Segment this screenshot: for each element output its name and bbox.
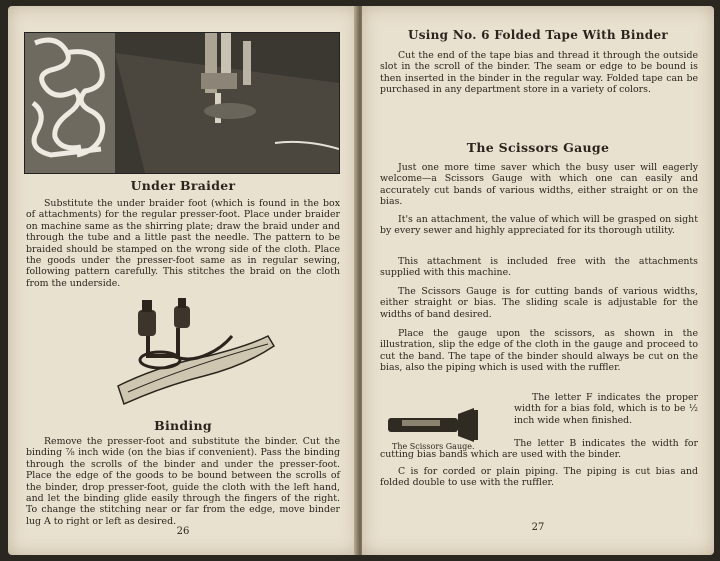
under-braider-title: Under Braider [130,178,236,193]
under-braider-text: Substitute the under braider foot (which is found in the box of attachments) for the regular presser-foot. Place under braider on machine same as the shirring plate; draw the braid under and through the tube and a little past the needle. The pattern to be braided should be stamped on the wrong side of the cloth. Place the goods under the presser-foot same as in regular sewing, following pattern carefully. This stitches the braid on the cloth from the underside. [26,198,340,289]
folded-tape-title: Using No. 6 Folded Tape With Binder [407,28,669,42]
left-page [8,6,358,555]
folded-tape-text: Cut the end of the tape bias and thread it through the outside slot in the scroll of the binder. The seam or edge to be bound is then inserted in the binder in the regular way. Folded tape can be purchased in any department store in a variety of colors. [380,50,698,96]
binder-illustration [108,296,278,414]
page-number-left: 26 [176,526,190,537]
scissors-gauge-paragraph: This attachment is included free with the attachments supplied with this machine. [380,256,698,279]
scissors-gauge-title: The Scissors Gauge [466,140,610,155]
binding-title: Binding [154,418,212,433]
scissors-gauge-paragraph: Place the gauge upon the scissors, as shown in the illustration, slip the edge of the cloth in the gauge and proceed to cut the band. The tape of the binder should always be cut on the bias, also the piping which is used with the ruffler. [380,328,698,374]
under-braider-photo [24,32,340,174]
scissors-gauge-paragraph: The Scissors Gauge is for cutting bands of various widths, either straight or bias. The sliding scale is adjustable for the widths of band desired. [380,286,698,320]
letter-b-text: The letter B indicates the width for cutting bias bands which are used with the binder. [380,438,698,461]
binding-text: Remove the presser-foot and substitute the binder. Cut the binding ⅞ inch wide (on the bias if convenient). Pass the binding through the scrolls of the binder and under the presser-foot. Place the edge of the goods to be bound between the scrolls of the binder, drop presser-foot, guide the cloth with the left hand, and let the binding glide easily through the fingers of the right. To change the stitching near or far from the edge, move binder lug A to right or left as desired. [26,436,340,527]
page-number-right: 27 [531,522,545,533]
letter-c-text: C is for corded or plain piping. The piping is cut bias and folded double to use with the ruffler. [380,466,698,489]
letter-f-text: The letter F indicates the proper width for a bias fold, which is to be ½ inch wide when finished. [514,392,698,426]
scissors-gauge-paragraph: Just one more time saver which the busy user will eagerly welcome—a Scissors Gauge with which one can easily and accurately cut bands of various widths, either straight or on the bias. [380,162,698,208]
right-page [362,6,714,555]
scissors-gauge-paragraph: It's an attachment, the value of which will be grasped on sight by every sewer and highly appreciated for its thorough utility. [380,214,698,237]
scissors-gauge-caption: The Scissors Gauge. [392,442,475,451]
